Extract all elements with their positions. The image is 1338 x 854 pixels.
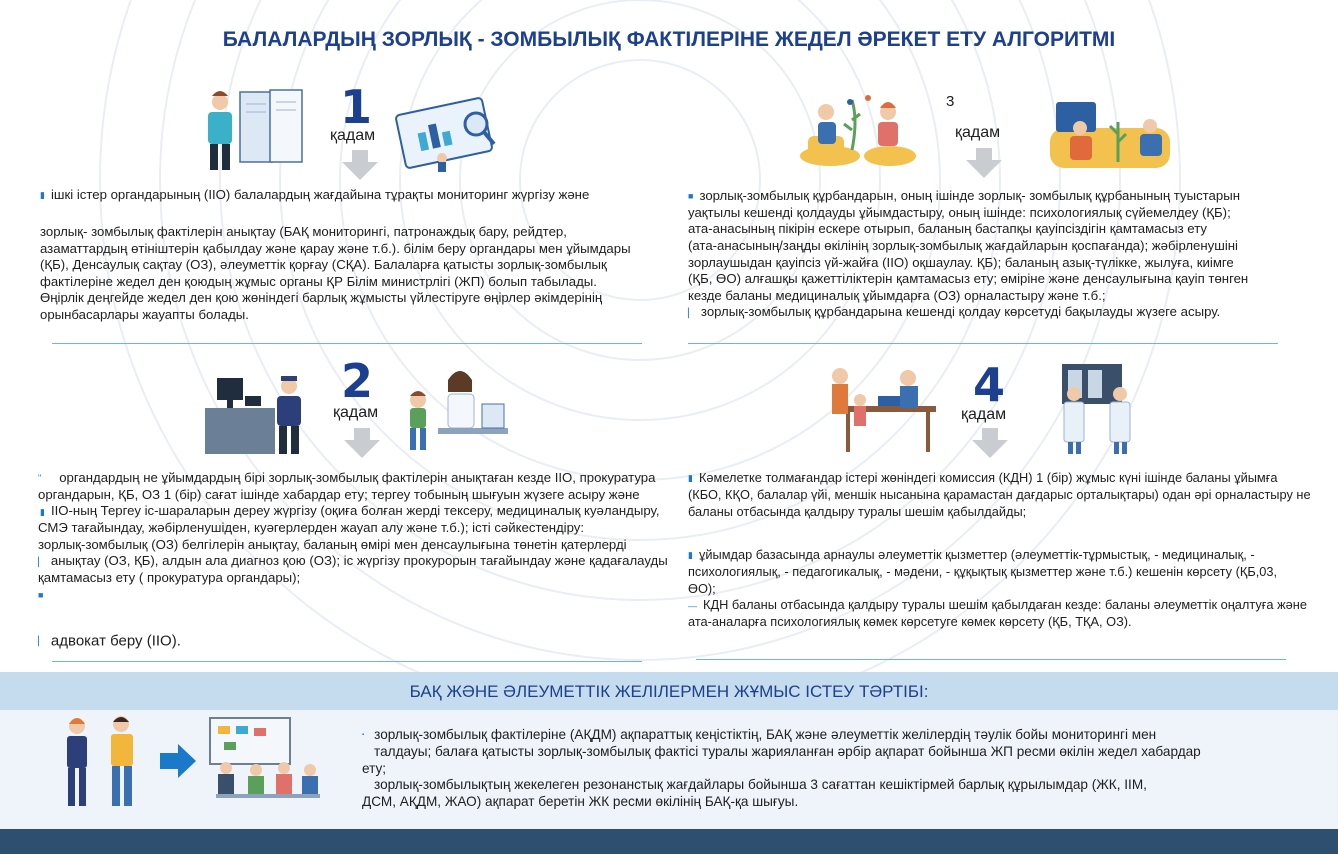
dash-icon: — bbox=[688, 600, 697, 611]
team-board-illustration bbox=[206, 714, 330, 812]
block-4-line: (КБО, КҚО, балалар үйі, меншік нысанына қарамастан дағдарыс орталықтары) одан әрі орналастыру не bbox=[688, 486, 1311, 502]
step-3-down-arrow-icon bbox=[964, 148, 1004, 178]
block-1-line: Өңірлік деңгейде жедел ден қою жөніндегі барлық жұмысты үйлестіруге өңірлер әкімдерінің bbox=[40, 290, 603, 306]
block-2-line-text: ІІО-ның Тергеу іс-шараларын дереу жүргізу (оқиға болған жерді тексеру, медициналық куәландыру, bbox=[50, 503, 660, 519]
block-4-line-text: Кәмелетке толмағандар істері жөніндегі комиссия (КДН) 1 (бір) жұмыс күні ішінде баланы ұйымға bbox=[698, 470, 1278, 485]
consultation-illustration bbox=[790, 90, 920, 170]
block-2-last-text: адвокат беру (ІІО). bbox=[50, 632, 181, 650]
document-magnifier-illustration bbox=[390, 92, 508, 172]
divider bbox=[52, 343, 642, 344]
block-2-line bbox=[38, 470, 678, 487]
block-3-line: кезде баланы медициналық ұйымдарға (ОЗ) орналастыру және т.б.; bbox=[688, 287, 1106, 303]
block-2-line-text: анықтау (ОЗ, ҚБ), алдын ала диагноз қою (ОЗ); іс жүргізу прокурорын тағайындау және қадағалауды bbox=[50, 553, 668, 569]
bullet-icon: ▮ bbox=[40, 190, 45, 201]
block-1-line: орынбасарлары жауапты болады. bbox=[40, 306, 249, 322]
reading-person-illustration bbox=[200, 82, 310, 174]
block-2-line: қамтамасыз ету ( прокуратура органдары); bbox=[38, 570, 301, 586]
block-3-line: (ата-анасының/заңды өкілінің зорлық-зомбылық жағдайларын қоспағанда); жәбірленушіні bbox=[688, 238, 1238, 253]
block-1-line: фактілеріне жедел ден қоюдың жұмыс органы ҚР Білім министрлігі (ЖП) болып табылады. bbox=[40, 273, 597, 289]
block-2-line bbox=[38, 553, 678, 570]
block-1-lead-text: ішкі істер органдарының (ІІО) балалардың жағдайына тұрақты мониторинг жүргізу және bbox=[50, 187, 590, 202]
divider bbox=[696, 659, 1286, 660]
media-line-text: зорлық-зомбылық фактілеріне (АҚДМ) ақпараттық кеңістіктің, БАҚ және әлеуметтік желілердің тәулік бойы мониторингі мен bbox=[374, 727, 1157, 742]
block-1-line: зорлық- зомбылық фактілерін анықтау (БАҚ мониторингі, патронаждық бару, рейдтер, bbox=[40, 224, 567, 239]
block-4-line: ӨО); bbox=[688, 580, 716, 596]
block-4-line bbox=[688, 470, 1318, 487]
step-1-label: қадам bbox=[330, 127, 376, 144]
step-3-label: қадам bbox=[955, 124, 1001, 141]
block-1-body bbox=[40, 224, 670, 324]
commission-meeting-illustration bbox=[826, 356, 946, 456]
bullet-icon: ■ bbox=[38, 590, 44, 601]
block-2-body bbox=[38, 470, 678, 603]
block-4-line bbox=[688, 547, 1318, 564]
block-4-line: баланы отбасында қалдыру туралы шешім қабылдайды; bbox=[688, 503, 1027, 519]
block-4-line bbox=[688, 597, 1318, 614]
block-2-line-text: органдардың не ұйымдардың бірі зорлық-зомбылық фактілерін анықтаған кезде ІІО, прокуратура bbox=[59, 470, 656, 485]
block-2-line bbox=[38, 587, 678, 603]
step-1-down-arrow-icon bbox=[340, 150, 380, 180]
home-support-illustration bbox=[1046, 92, 1176, 170]
media-line: ДСМ, АҚДМ, ЖАО) ақпарат беретін ЖК ресми өкілінің БАҚ-қа шығуы. bbox=[362, 794, 799, 810]
media-line: талдауы; балаға қатысты зорлық-зомбылық фактісі туралы жарияланған әрбір ақпарат бойынша ЖП ресми өкілін жедел хабардар bbox=[374, 743, 1201, 759]
doctors-xray-illustration bbox=[1054, 358, 1144, 454]
media-section-title: БАҚ ЖӘНЕ ӘЛЕУМЕТТІК ЖЕЛІЛЕРМЕН ЖҰМЫС ІСТЕУ ТӘРТІБІ: bbox=[409, 682, 929, 701]
block-3-line-text: зорлық-зомбылық құрбандарына кешенді қолдау көрсетуді бақылауды жүзеге асыру. bbox=[700, 304, 1221, 320]
block-3-line bbox=[688, 188, 1318, 205]
block-3-line: (ҚБ, ӨО) алғашқы қажеттіліктерін қамтамасыз ету; өміріне және денсаулығына қауіп төнген bbox=[688, 271, 1249, 287]
block-3-line: уақтылы кешенді қолдауды ұйымдастыру, оның ішінде: психологиялық сүйемелдеу (ҚБ); bbox=[688, 204, 1231, 220]
block-2-line: органдарын, ҚБ, ОЗ 1 (бір) сағат ішінде хабардар ету; тергеу тобының шығуын жүзеге асыру және bbox=[38, 486, 640, 502]
bullet-icon: ■ bbox=[688, 191, 694, 202]
bullet-icon: ▮ bbox=[688, 550, 693, 561]
media-body bbox=[362, 727, 1302, 811]
media-line: зорлық-зомбылықтың жекелеген резонанстық жағдайлары бойынша 3 сағаттан кешіктірмей барлық құрылымдар (ЖК, ІІМ, bbox=[374, 777, 1147, 793]
step-2-down-arrow-icon bbox=[342, 428, 382, 458]
police-officer-illustration bbox=[205, 368, 315, 458]
step-4-number: 4 bbox=[973, 358, 1006, 412]
block-1-lead bbox=[40, 187, 589, 204]
step-2-label: қадам bbox=[333, 404, 379, 421]
bullet-icon: ▮ bbox=[688, 473, 693, 484]
block-3-line: зорлаушыдан қауіпсіз үй-жайға (ІІО) оқшаулау. ҚБ); баланың азық-түлікке, жылуға, киімге bbox=[688, 254, 1234, 270]
bullet-icon: ▏ bbox=[38, 636, 45, 646]
block-4-line-text: ұйымдар базасында арнаулы әлеуметтік қызметтер (әлеуметтік-тұрмыстық, - медициналық, - bbox=[698, 547, 1255, 563]
bullet-icon: ▏ bbox=[688, 307, 695, 318]
bullet-icon: " bbox=[38, 473, 42, 484]
block-3-line: ата-анасының пікірін ескере отырып, баланың бастапқы қауіпсіздігін қамтамасыз ету bbox=[688, 221, 1207, 237]
step-1-number: 1 bbox=[340, 80, 373, 134]
block-4-body bbox=[688, 470, 1318, 631]
block-4-line: психологиялық, - педагогикалық, - мәдени, - құқықтық қызметтер және т.б.) кешенін көрсету (ҚБ,03, bbox=[688, 564, 1278, 580]
bullet-icon: ▏ bbox=[38, 556, 45, 567]
divider bbox=[688, 343, 1278, 344]
business-people-illustration bbox=[55, 712, 155, 812]
block-1-line: азаматтардың өтініштерін қабылдау және қарау және т.б.). білім беру органдары мен ұйымдары bbox=[40, 240, 631, 256]
page-title: БАЛАЛАРДЫҢ ЗОРЛЫҚ - ЗОМБЫЛЫҚ ФАКТІЛЕРІНЕ ЖЕДЕЛ ӘРЕКЕТ ЕТУ АЛГОРИТМІ bbox=[222, 28, 1116, 51]
step-4-label: қадам bbox=[961, 406, 1007, 423]
media-line: ету; bbox=[362, 760, 387, 776]
block-2-line: зорлық-зомбылық (ОЗ) белгілерін анықтау, баланың өмірі мен денсаулығына төнетін қатерлерді bbox=[38, 536, 627, 552]
block-3-line-text: зорлық-зомбылық құрбандарын, оның ішінде зорлық- зомбылық құрбанының туыстарын bbox=[699, 188, 1240, 203]
right-arrow-icon bbox=[160, 744, 196, 778]
step-2-number: 2 bbox=[341, 354, 374, 408]
step-3-number: 3 bbox=[946, 93, 955, 110]
bullet-icon: ▮ bbox=[40, 506, 45, 517]
block-2-line bbox=[38, 503, 678, 520]
block-3-body bbox=[688, 188, 1318, 321]
block-2-last bbox=[38, 633, 181, 650]
bullet-icon: ▪ bbox=[362, 732, 365, 738]
block-1-line: (ҚБ), Денсаулық сақтау (ОЗ), әлеуметтік қорғау (СҚА). Балаларға қатысты зорлық-зомбылық bbox=[40, 257, 607, 273]
step-4-down-arrow-icon bbox=[970, 428, 1010, 458]
block-4-line: ата-аналарға психологиялық көмек көрсетуге көмек көрсету (ҚБ, ТҚА, ОЗ). bbox=[688, 614, 1132, 630]
divider bbox=[52, 661, 642, 662]
media-line bbox=[362, 727, 1302, 744]
block-2-line: СМЭ тағайындау, жәбірленушіден, куәгерлерден жауап алу және т.б.); істі сәйкестендіру: bbox=[38, 520, 585, 536]
block-3-line bbox=[688, 304, 1318, 321]
block-4-line-text: КДН баланы отбасында қалдыру туралы шешім қабылдаған кезде: баланы әлеуметтік оңалтуға және bbox=[703, 597, 1307, 613]
doctor-child-illustration bbox=[398, 360, 518, 460]
footer-bar bbox=[0, 829, 1338, 854]
